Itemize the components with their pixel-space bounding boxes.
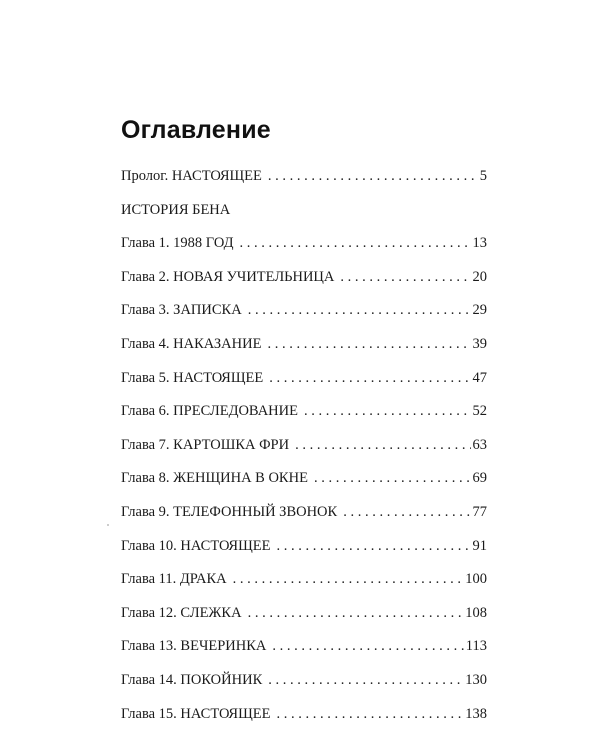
toc-dot-leader xyxy=(248,302,471,319)
toc-page-number: 63 xyxy=(472,436,487,453)
toc-dot-leader xyxy=(343,504,470,521)
toc-dot-leader xyxy=(272,638,463,655)
toc-entry-label: Глава 11. ДРАКА xyxy=(121,571,227,588)
toc-entry[interactable] xyxy=(121,504,487,538)
toc-dot-leader xyxy=(268,672,463,689)
toc-entry[interactable] xyxy=(121,571,487,605)
toc-entry[interactable] xyxy=(121,470,487,504)
toc-page-number: 20 xyxy=(472,268,487,285)
toc-dot-leader xyxy=(269,370,470,387)
toc-entry-label: Глава 3. ЗАПИСКА xyxy=(121,302,242,319)
toc-page-number: 39 xyxy=(472,335,487,352)
toc-page-number: 47 xyxy=(472,369,487,386)
toc-entry[interactable] xyxy=(121,706,487,740)
table-of-contents xyxy=(121,168,487,739)
toc-dot-leader xyxy=(239,235,470,252)
toc-section-heading xyxy=(121,202,487,236)
toc-entry[interactable] xyxy=(121,403,487,437)
toc-page-number: 113 xyxy=(465,638,487,655)
toc-dot-leader xyxy=(314,470,471,487)
toc-entry-label: Глава 9. ТЕЛЕФОННЫЙ ЗВОНОК xyxy=(121,503,338,520)
toc-entry[interactable] xyxy=(121,605,487,639)
toc-entry-label: Глава 8. ЖЕНЩИНА В ОКНЕ xyxy=(121,470,308,487)
toc-entry-label: Глава 14. ПОКОЙНИК xyxy=(121,671,263,688)
toc-entry-label: Глава 2. НОВАЯ УЧИТЕЛЬНИЦА xyxy=(121,268,335,285)
toc-dot-leader xyxy=(295,437,470,454)
scan-speck xyxy=(107,524,109,526)
toc-dot-leader xyxy=(276,706,463,723)
toc-page-number: 52 xyxy=(472,403,487,420)
toc-entry[interactable] xyxy=(121,538,487,572)
toc-page-number: 100 xyxy=(465,571,487,588)
toc-entry[interactable] xyxy=(121,302,487,336)
toc-page-number: 91 xyxy=(472,537,487,554)
toc-page-number: 108 xyxy=(465,604,487,621)
toc-title: Оглавление xyxy=(121,116,271,144)
toc-entry-label: Глава 4. НАКАЗАНИЕ xyxy=(121,335,262,352)
toc-page-number: 69 xyxy=(472,470,487,487)
toc-entry[interactable] xyxy=(121,672,487,706)
toc-entry[interactable] xyxy=(121,370,487,404)
toc-section-label: ИСТОРИЯ БЕНА xyxy=(121,201,231,218)
toc-entry-label: Глава 7. КАРТОШКА ФРИ xyxy=(121,436,290,453)
toc-entry[interactable] xyxy=(121,269,487,303)
toc-dot-leader xyxy=(268,168,478,185)
toc-entry[interactable] xyxy=(121,168,487,202)
toc-entry-label: Глава 15. НАСТОЯЩЕЕ xyxy=(121,705,271,722)
toc-entry[interactable] xyxy=(121,235,487,269)
toc-entry-label: Глава 12. СЛЕЖКА xyxy=(121,604,242,621)
toc-entry[interactable] xyxy=(121,336,487,370)
toc-entry[interactable] xyxy=(121,437,487,471)
toc-dot-leader xyxy=(233,571,464,588)
toc-dot-leader xyxy=(248,605,464,622)
toc-entry-label: Глава 13. ВЕЧЕРИНКА xyxy=(121,638,267,655)
toc-entry-label: Глава 10. НАСТОЯЩЕЕ xyxy=(121,537,271,554)
toc-page-number: 29 xyxy=(472,302,487,319)
toc-dot-leader xyxy=(304,403,471,420)
toc-dot-leader xyxy=(276,538,470,555)
toc-entry-label: Глава 1. 1988 ГОД xyxy=(121,235,234,252)
toc-dot-leader xyxy=(267,336,470,353)
toc-page-number: 77 xyxy=(472,503,487,520)
toc-page-number: 13 xyxy=(472,235,487,252)
toc-entry[interactable] xyxy=(121,638,487,672)
toc-page-number: 130 xyxy=(465,671,487,688)
toc-entry-label: Пролог. НАСТОЯЩЕЕ xyxy=(121,168,262,184)
toc-entry-label: Глава 6. ПРЕСЛЕДОВАНИЕ xyxy=(121,403,298,420)
toc-page-number: 5 xyxy=(479,168,487,184)
toc-entry-label: Глава 5. НАСТОЯЩЕЕ xyxy=(121,369,264,386)
toc-dot-leader xyxy=(340,269,470,286)
toc-page-number: 138 xyxy=(465,705,487,722)
